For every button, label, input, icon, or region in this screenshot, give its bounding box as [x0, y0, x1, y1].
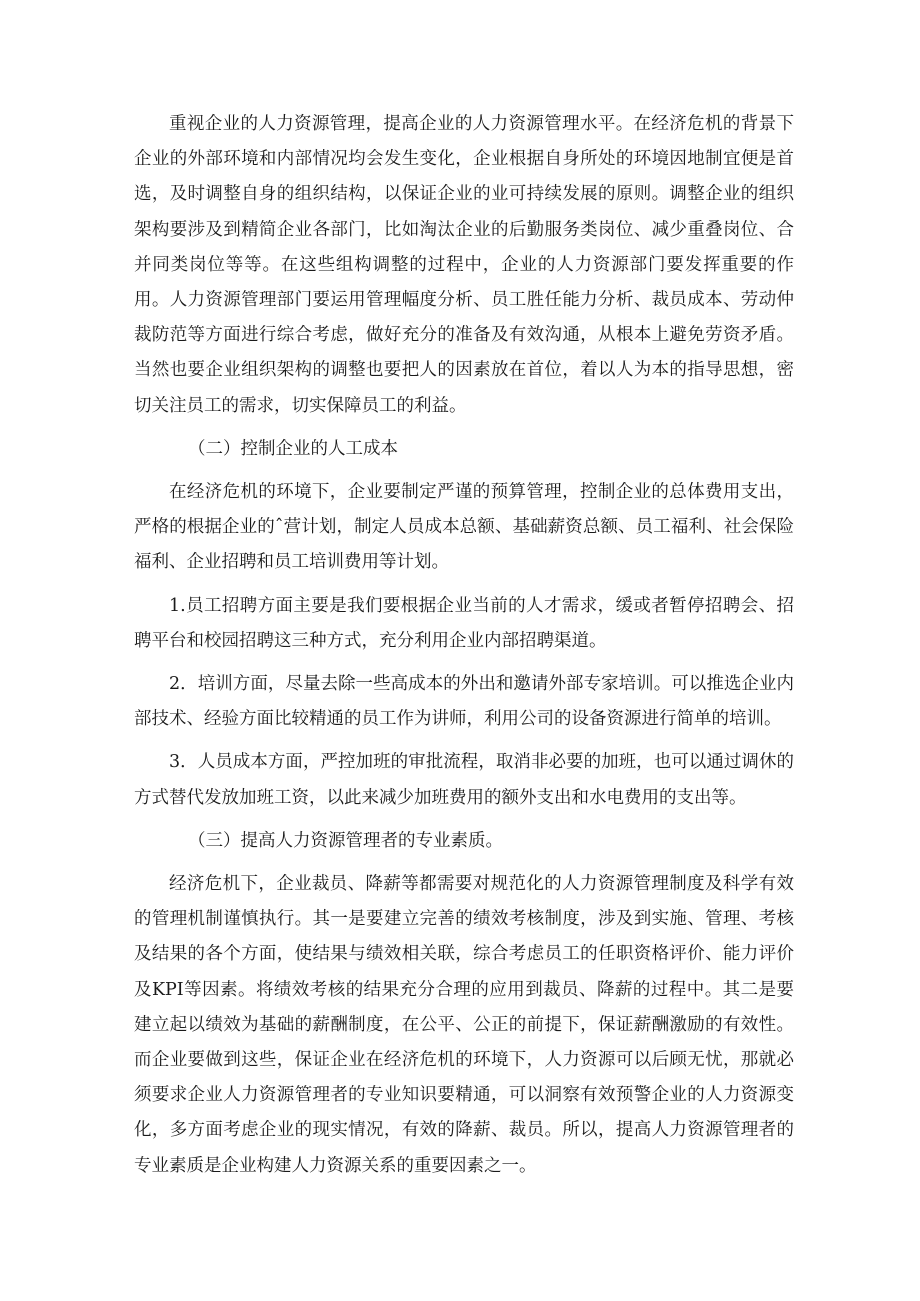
paragraph-performance-system: 经济危机下，企业裁员、降薪等都需要对规范化的人力资源管理制度及科学有效的管理机制谨慎执行。其一是要建立完善的绩效考核制度，涉及到实施、管理、考核及结果的各个方面，使结果与绩效相关联，综合考虑员工的任职资格评价、能力评价及KPI等因素。将绩效考核的结果充分合理的应用到裁员、降薪的过程中。其二是要建立起以绩效为基础的薪酬制度，在公平、公正的前提下，保证薪酬激励的有效性。而企业要做到这些，保证企业在经济危机的环境下，人力资源可以后顾无忧，那就必须要求企业人力资源管理者的专业知识要精通，可以洞察有效预警企业的人力资源变化，多方面考虑企业的现实情况，有效的降薪、裁员。所以，提高人力资源管理者的专业素质是企业构建人力资源关系的重要因素之一。 [134, 874, 794, 1176]
list-item-training: 2．培训方面，尽量去除一些高成本的外出和邀请外部专家培训。可以推选企业内部技术、经验方面比较精通的员工作为讲师，利用公司的设备资源进行简单的培训。 [134, 674, 794, 730]
paragraph-budget-management: 在经济危机的环境下，企业要制定严谨的预算管理，控制企业的总体费用支出，严格的根据企业的ˆ营计划，制定人员成本总额、基础薪资总额、员工福利、社会保险福利、企业招聘和员工培训费用等计划。 [134, 482, 794, 573]
paragraph-org-structure: 重视企业的人力资源管理，提高企业的人力资源管理水平。在经济危机的背景下企业的外部环境和内部情况均会发生变化，企业根据自身所处的环境因地制宜便是首选，及时调整自身的组织结构，以保证企业的业可持续发展的原则。调整企业的组织架构要涉及到精简企业各部门，比如淘汰企业的后勤服务类岗位、减少重叠岗位、合并同类岗位等等。在这些组构调整的过程中，企业的人力资源部门要发挥重要的作用。人力资源管理部门要运用管理幅度分析、员工胜任能力分析、裁员成本、劳动仲裁防范等方面进行综合考虑，做好充分的准备及有效沟通，从根本上避免劳资矛盾。当然也要企业组织架构的调整也要把人的因素放在首位，着以人为本的指导思想，密切关注员工的需求，切实保障员工的利益。 [134, 114, 794, 416]
list-item-personnel-cost: 3．人员成本方面，严控加班的审批流程，取消非必要的加班，也可以通过调休的方式替代发放加班工资，以此来减少加班费用的额外支出和水电费用的支出等。 [134, 752, 794, 808]
section-heading-labor-cost: （二）控制企业的人工成本 [188, 438, 398, 459]
document-body [134, 107, 794, 1192]
list-item-recruitment: 1.员工招聘方面主要是我们要根据企业当前的人才需求，缓或者暂停招聘会、招聘平台和校园招聘这三种方式，充分利用企业内部招聘渠道。 [134, 595, 794, 651]
section-heading-hr-quality: （三）提高人力资源管理者的专业素质。 [188, 830, 503, 851]
